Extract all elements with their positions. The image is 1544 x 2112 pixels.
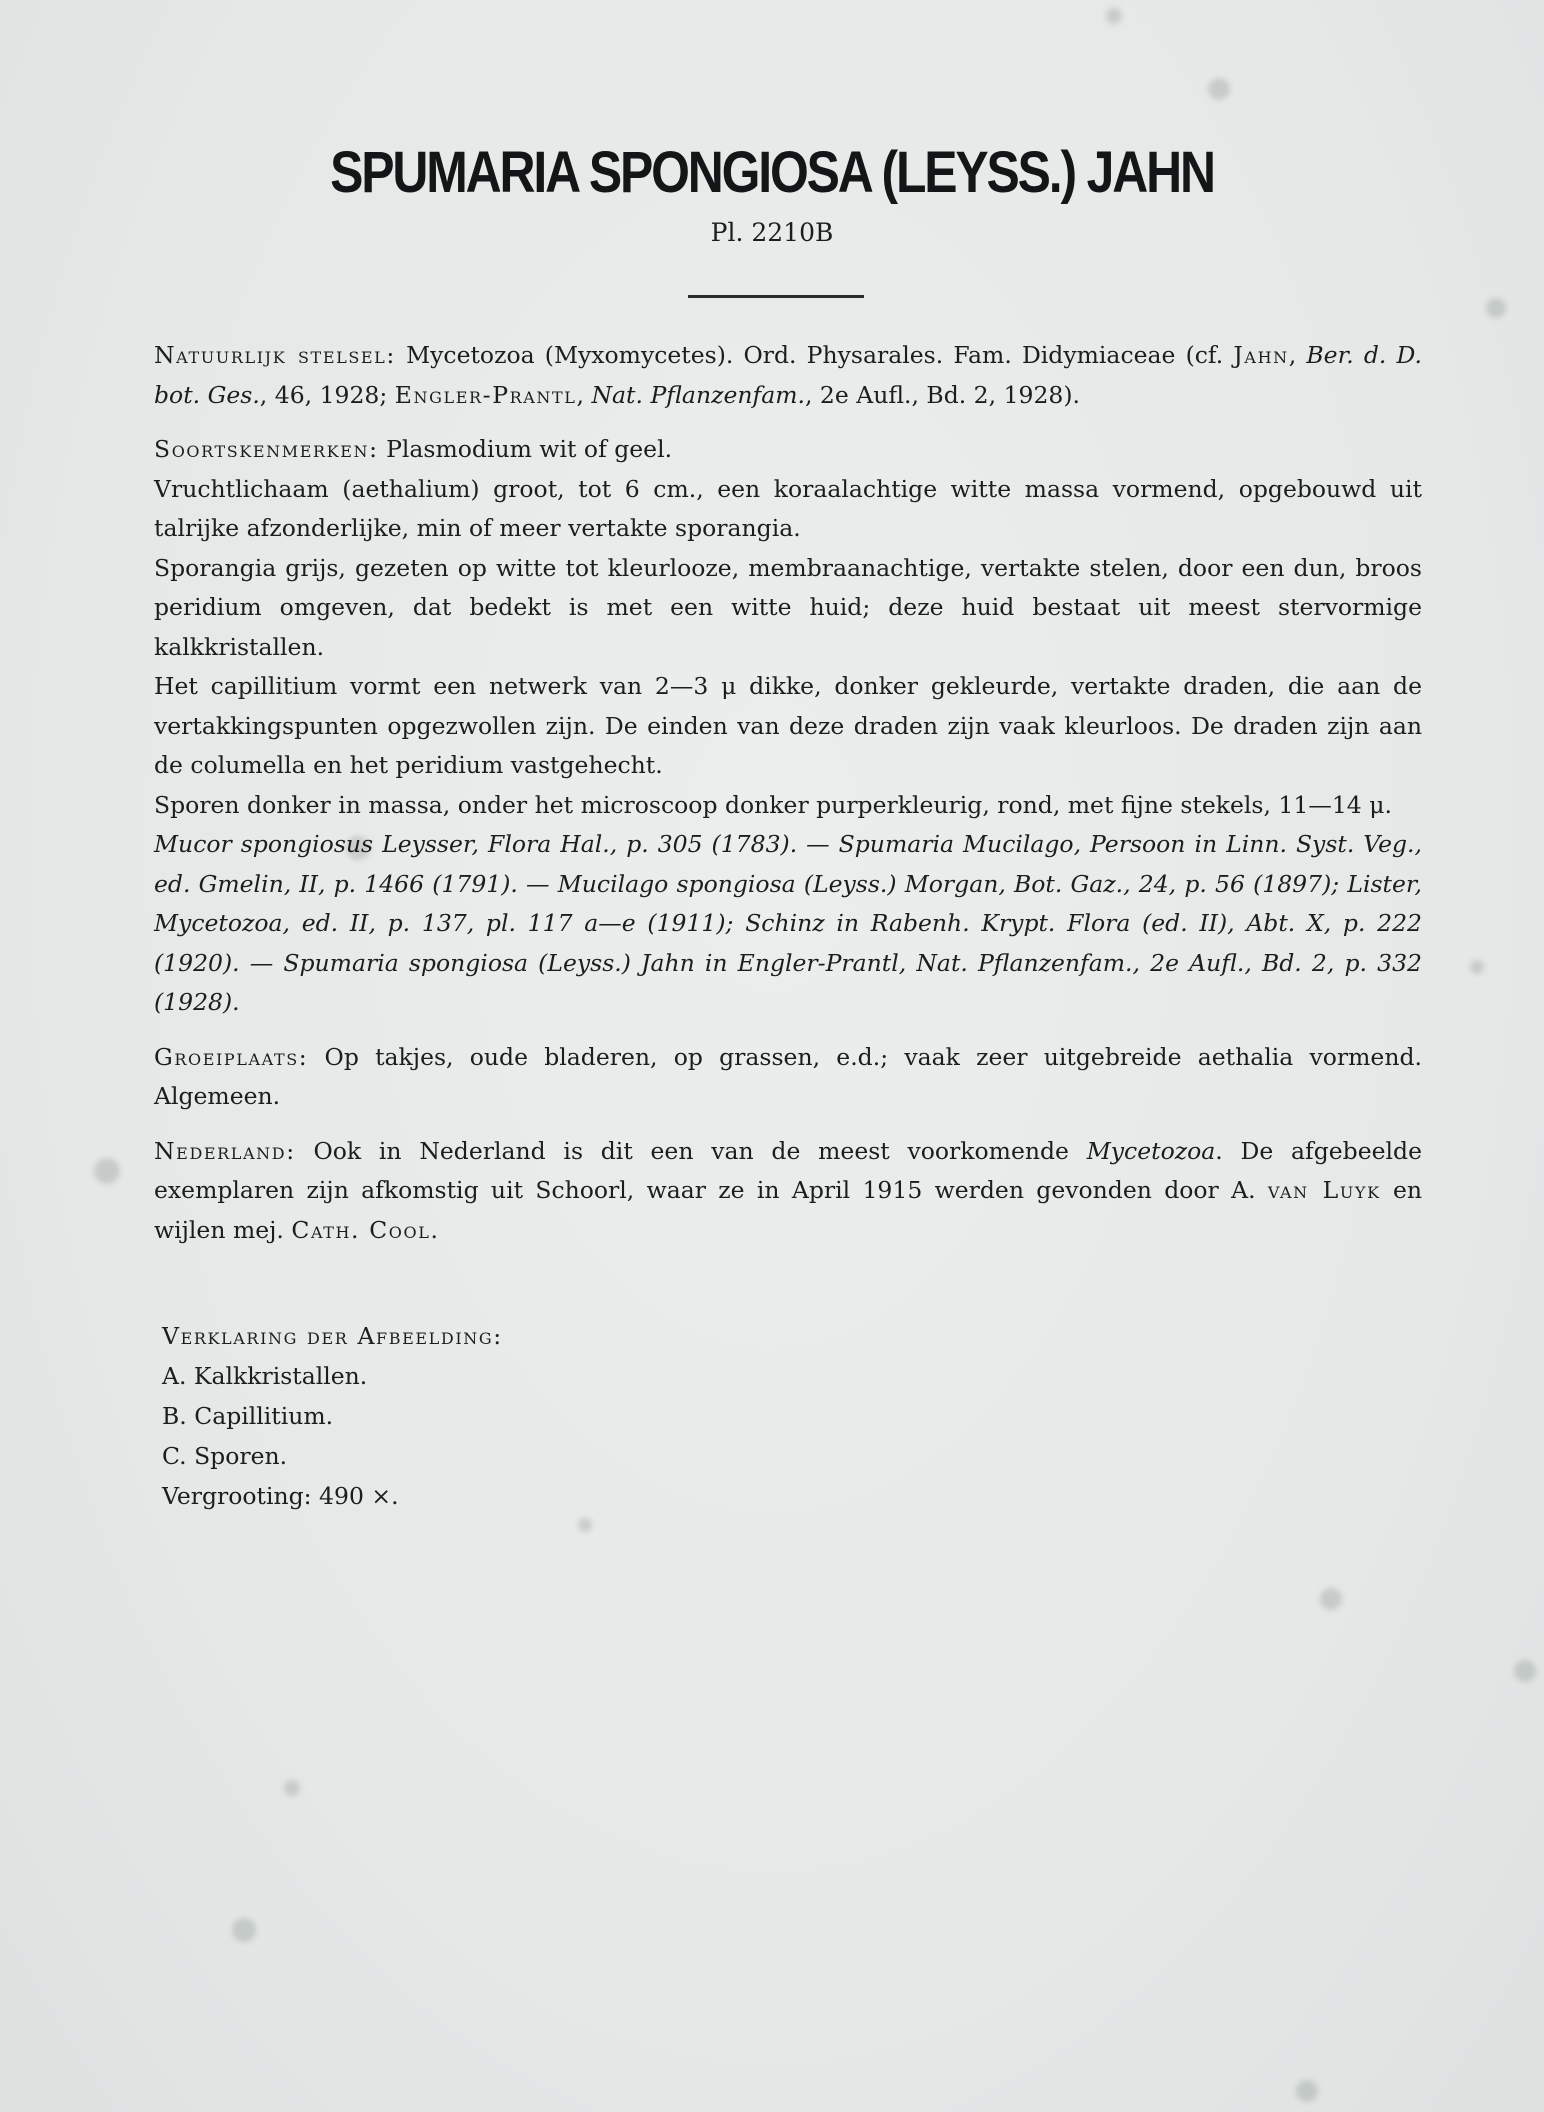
paper-speck	[1514, 1660, 1536, 1682]
capillitium-paragraph: Het capillitium vormt een netwerk van 2—3 μ dikke, donker gekleurde, vertakte draden, die aan de vertakkingspunten opgezwollen zijn. De einden van deze draden zijn vaak kleurloos. De draden zijn aan de columella en het peridium vastgehecht.	[154, 672, 1422, 779]
section-label: Nederland:	[154, 1136, 296, 1165]
description-body	[154, 336, 1422, 1250]
paper-speck	[284, 1780, 300, 1796]
paper-speck	[94, 1158, 120, 1184]
sporen-paragraph: Sporen donker in massa, onder het microscoop donker purperkleurig, rond, met fijne stekels, 11—14 μ.	[154, 790, 1392, 819]
natuurlijk-stelsel-paragraph: Natuurlijk stelsel: Mycetozoa (Myxomycetes). Ord. Physarales. Fam. Didymiaceae (cf. Jahn, Ber. d. D. bot. Ges., 46, 1928; Engler-Prantl, Nat. Pflanzenfam., 2e Aufl., Bd. 2, 1928).	[154, 341, 1422, 409]
paper-speck	[1296, 2080, 1318, 2102]
paper-speck	[1320, 1588, 1342, 1610]
section-label: Natuurlijk stelsel:	[154, 341, 396, 369]
vruchtlichaam-paragraph: Vruchtlichaam (aethalium) groot, tot 6 cm., een koraalachtige witte massa vormend, opgebouwd uit talrijke afzonderlijke, min of meer vertakte sporangia.	[154, 474, 1422, 542]
paper-speck	[1106, 8, 1122, 24]
paper-speck	[1470, 960, 1484, 974]
paper-speck	[232, 1918, 256, 1942]
title-divider	[688, 295, 864, 298]
groeiplaats-paragraph: Groeiplaats: Op takjes, oude bladeren, op grassen, e.d.; vaak zeer uitgebreide aethalia vormend. Algemeen.	[154, 1042, 1422, 1110]
page-title: SPUMARIA SPONGIOSA (LEYSS.) JAHN	[330, 140, 1214, 205]
explanation-heading: Verklaring der Afbeelding:	[162, 1322, 503, 1350]
paper-speck	[1486, 298, 1506, 318]
soortskenmerken-paragraph: Soortskenmerken: Plasmodium wit of geel.	[154, 435, 673, 463]
explanation-item-c: C. Sporen.	[162, 1442, 288, 1470]
section-label: Soortskenmerken:	[154, 435, 379, 463]
section-label: Groeiplaats:	[154, 1042, 309, 1071]
magnification: Vergrooting: 490 ×.	[162, 1482, 399, 1510]
explanation-item-b: B. Capillitium.	[162, 1402, 334, 1430]
sporangia-paragraph: Sporangia grijs, gezeten op witte tot kleurlooze, membraanachtige, vertakte stelen, door een dun, broos peridium omgeven, dat bedekt is met een witte huid; deze huid bestaat uit meest stervormige kalkkristallen.	[154, 553, 1422, 661]
plate-number: Pl. 2210B	[710, 218, 834, 247]
paper-speck	[578, 1518, 592, 1532]
plate-explanation	[162, 1316, 862, 1516]
nederland-paragraph: Nederland: Ook in Nederland is dit een van de meest voorkomende Mycetozoa. De afgebeelde exemplaren zijn afkomstig uit Schoorl, waar ze in April 1915 werden gevonden door A. van Luyk en wijlen mej. Cath. Cool.	[154, 1136, 1423, 1244]
explanation-item-a: A. Kalkkristallen.	[162, 1362, 368, 1390]
paper-speck	[1208, 78, 1230, 100]
synonymy-paragraph: Mucor spongiosus Leysser, Flora Hal., p. 305 (1783). — Spumaria Mucilago, Persoon in Linn. Syst. Veg., ed. Gmelin, II, p. 1466 (1791). — Mucilago spongiosa (Leyss.) Morgan, Bot. Gaz., 24, p. 56 (1897); Lister, Mycetozoa, ed. II, p. 137, pl. 117 a—e (1911); Schinz in Rabenh. Krypt. Flora (ed. II), Abt. X, p. 222 (1920). — Spumaria spongiosa (Leyss.) Jahn in Engler-Prantl, Nat. Pflanzenfam., 2e Aufl., Bd. 2, p. 332 (1928).	[154, 830, 1422, 1016]
